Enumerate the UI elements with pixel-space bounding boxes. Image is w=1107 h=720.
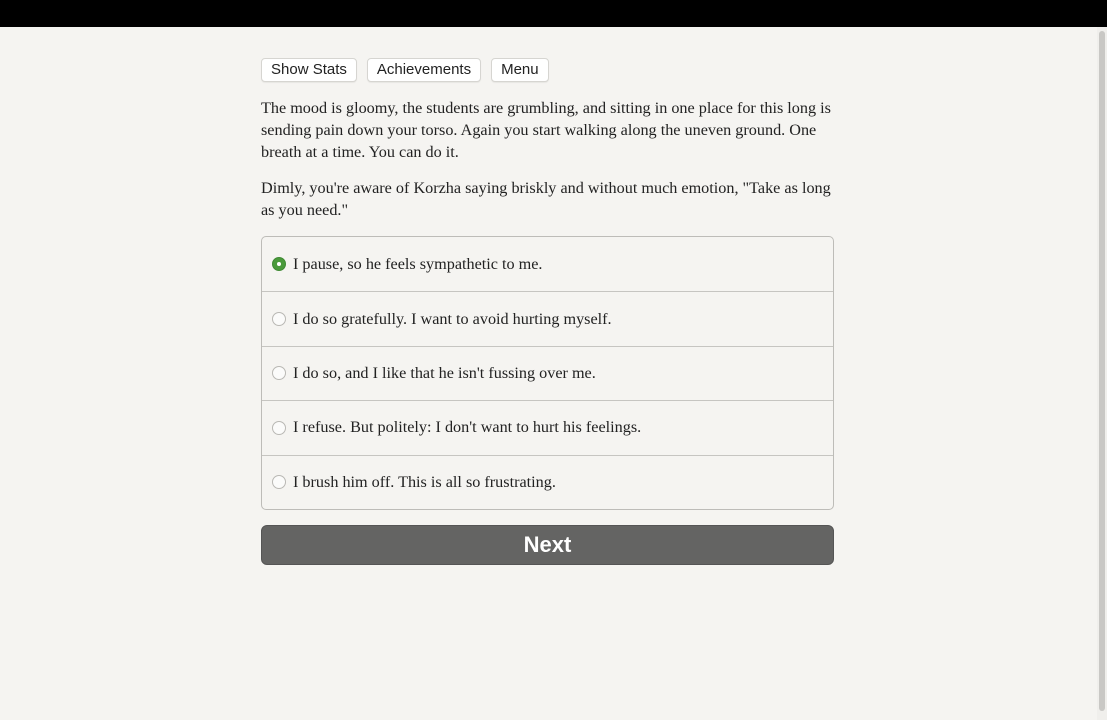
toolbar [261, 58, 836, 82]
choice-list [261, 236, 834, 510]
choice-option[interactable] [262, 237, 833, 291]
choice-label: I pause, so he feels sympathetic to me. [293, 254, 543, 273]
choice-option[interactable] [262, 346, 833, 400]
choice-label: I refuse. But politely: I don't want to hurt his feelings. [293, 418, 642, 437]
choice-option[interactable] [262, 400, 833, 454]
achievements-button[interactable]: Achievements [367, 58, 481, 82]
browser-top-bar [0, 0, 1107, 27]
menu-button[interactable]: Menu [491, 58, 549, 82]
choice-option[interactable] [262, 455, 833, 509]
next-button[interactable]: Next [261, 525, 834, 565]
choice-label: I do so gratefully. I want to avoid hurting myself. [293, 309, 612, 328]
story-passage [261, 97, 836, 221]
radio-button[interactable] [272, 421, 286, 435]
choice-option[interactable] [262, 291, 833, 345]
radio-button[interactable] [272, 257, 286, 271]
scrollbar-thumb[interactable] [1099, 31, 1105, 711]
vertical-scrollbar[interactable] [1097, 27, 1107, 720]
passage-paragraph: The mood is gloomy, the students are grumbling, and sitting in one place for this long is sending pain down your torso. Again you start walking along the uneven ground. One breath at a time. You can do it. [261, 99, 831, 161]
show-stats-button[interactable]: Show Stats [261, 58, 357, 82]
radio-button[interactable] [272, 475, 286, 489]
choice-label: I brush him off. This is all so frustrating. [293, 472, 556, 491]
choice-label: I do so, and I like that he isn't fussing over me. [293, 363, 596, 382]
game-content [261, 58, 836, 565]
passage-paragraph: Dimly, you're aware of Korzha saying briskly and without much emotion, "Take as long as you need." [261, 179, 831, 219]
radio-button[interactable] [272, 366, 286, 380]
radio-button[interactable] [272, 312, 286, 326]
